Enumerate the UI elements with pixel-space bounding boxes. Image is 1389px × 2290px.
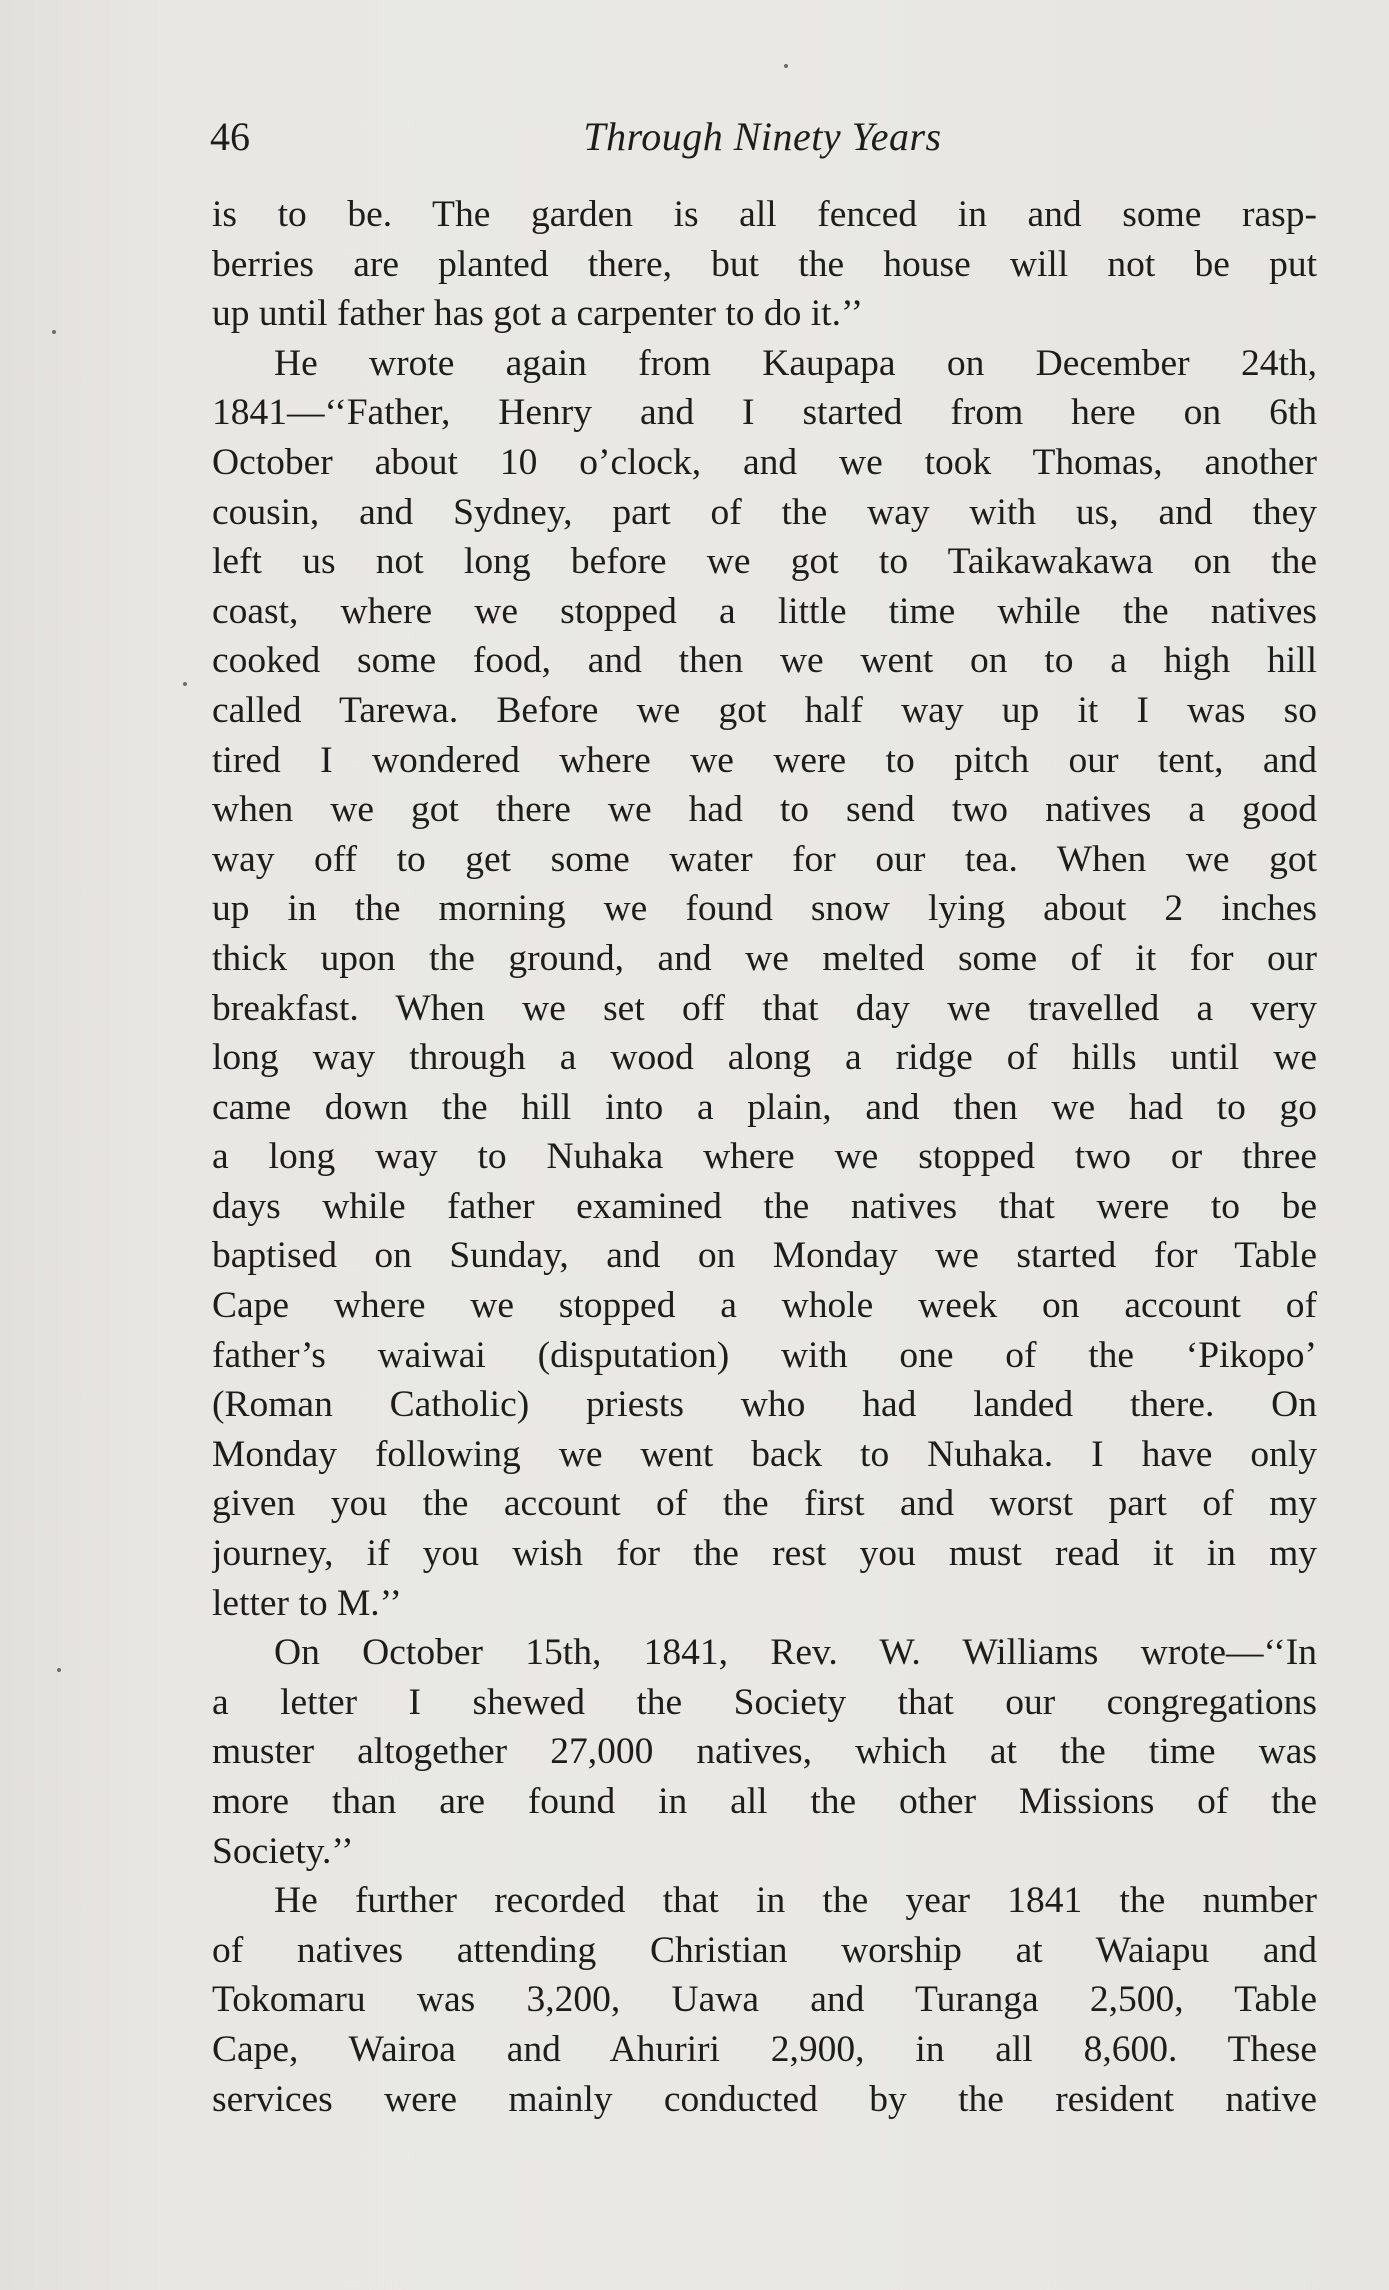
text-line: more than are found in all the other Missions of the <box>212 1781 1317 1822</box>
text-line: a long way to Nuhaka where we stopped two or three <box>212 1136 1317 1178</box>
text-line: given you the account of the first and worst part of my <box>212 1483 1317 1525</box>
text-line: left us not long before we got to Taikawakawa on the <box>212 541 1317 583</box>
text-line: father’s waiwai (disputation) with one of the ‘Pikopo’ <box>212 1334 1317 1376</box>
text-line: called Tarewa. Before we got half way up it I was so <box>212 689 1317 731</box>
paper-speck <box>784 64 788 68</box>
body-text <box>212 190 1317 2124</box>
text-line: October about 10 o’clock, and we took Thomas, another <box>212 441 1317 483</box>
page-header <box>210 110 1315 170</box>
text-line: Monday following we went back to Nuhaka. I have only <box>212 1433 1317 1475</box>
text-line: services were mainly conducted by the resident native <box>212 2078 1317 2120</box>
text-line: He wrote again from Kaupapa on December 24th, <box>274 342 1317 384</box>
text-line: 1841—‘‘Father, Henry and I started from here on 6th <box>212 392 1317 434</box>
text-line: is to be. The garden is all fenced in and some rasp- <box>212 194 1317 235</box>
text-line: days while father examined the natives that were to be <box>212 1185 1317 1227</box>
text-line: He further recorded that in the year 1841 the number <box>274 1880 1317 1922</box>
text-line: tired I wondered where we were to pitch our tent, and <box>212 739 1317 781</box>
paper-speck <box>52 330 56 334</box>
text-line: letter to M.’’ <box>212 1582 402 1624</box>
page-number: 46 <box>210 114 250 159</box>
text-line: journey, if you wish for the rest you must read it in my <box>212 1533 1317 1575</box>
text-line: Tokomaru was 3,200, Uawa and Turanga 2,500, Table <box>212 1979 1317 2021</box>
text-line: muster altogether 27,000 natives, which at the time was <box>212 1731 1317 1773</box>
text-line: Cape where we stopped a whole week on account of <box>212 1285 1317 1327</box>
text-line: Cape, Wairoa and Ahuriri 2,900, in all 8,600. These <box>212 2028 1317 2070</box>
text-line: of natives attending Christian worship at Waiapu and <box>212 1929 1317 1971</box>
text-line: cooked some food, and then we went on to a high hill <box>212 640 1317 682</box>
text-line: Society.’’ <box>212 1830 354 1872</box>
text-line: came down the hill into a plain, and then we had to go <box>212 1086 1317 1128</box>
text-line: cousin, and Sydney, part of the way with us, and they <box>212 491 1317 533</box>
text-line: On October 15th, 1841, Rev. W. Williams wrote—‘‘In <box>274 1632 1317 1674</box>
paper-speck <box>183 682 187 686</box>
text-line: thick upon the ground, and we melted some of it for our <box>212 937 1317 979</box>
text-line: (Roman Catholic) priests who had landed there. On <box>212 1384 1317 1426</box>
text-line: baptised on Sunday, and on Monday we started for Table <box>212 1235 1317 1277</box>
text-line: coast, where we stopped a little time while the natives <box>212 590 1317 632</box>
text-line: a letter I shewed the Society that our congregations <box>212 1681 1317 1723</box>
paper-speck <box>57 1668 61 1672</box>
text-line: long way through a wood along a ridge of hills until we <box>212 1037 1317 1079</box>
running-title: Through Ninety Years <box>583 114 942 159</box>
text-line: berries are planted there, but the house will not be put <box>212 243 1317 285</box>
text-line: when we got there we had to send two natives a good <box>212 789 1317 831</box>
text-line: way off to get some water for our tea. When we got <box>212 838 1317 880</box>
text-line: up until father has got a carpenter to do it.’’ <box>212 293 864 335</box>
text-line: up in the morning we found snow lying about 2 inches <box>212 888 1317 930</box>
text-line: breakfast. When we set off that day we travelled a very <box>212 987 1317 1029</box>
